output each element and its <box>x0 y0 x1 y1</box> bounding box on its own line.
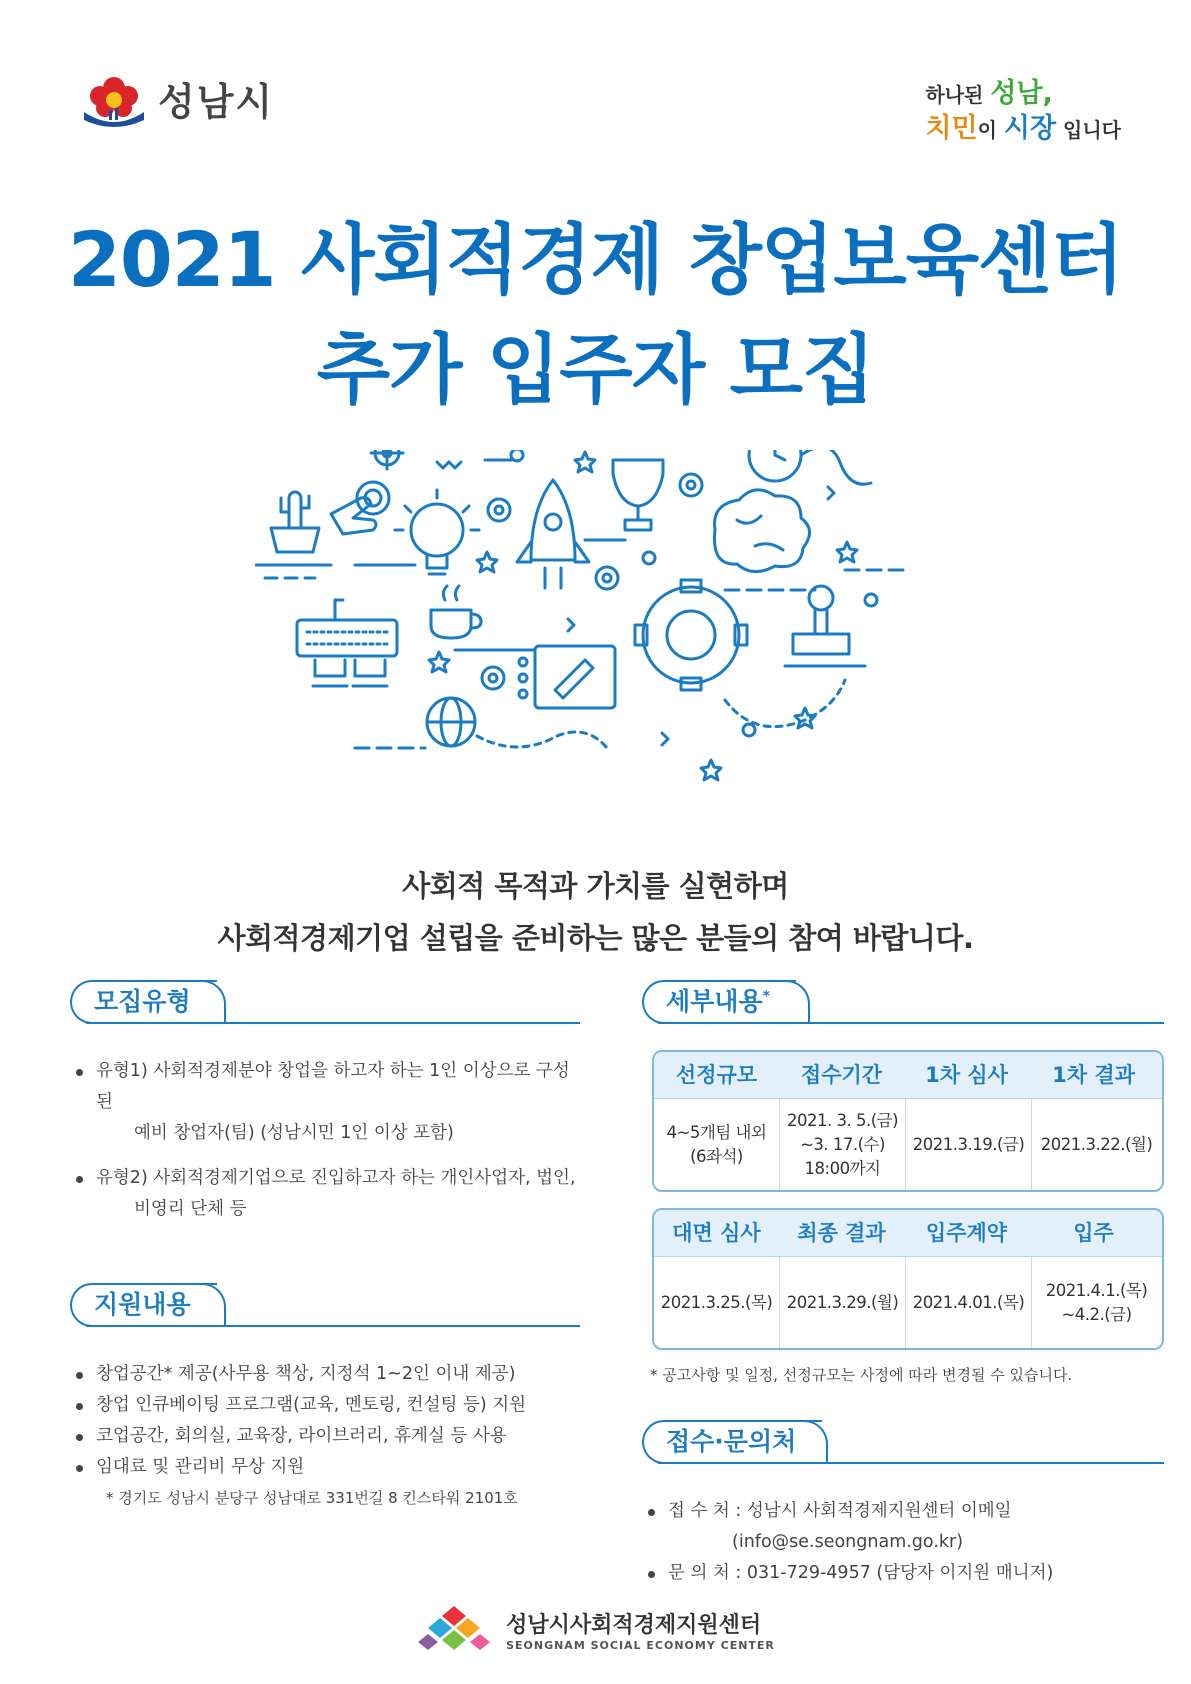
contact-header <box>642 1420 1164 1466</box>
list-item: 유형1) 사회적경제분야 창업을 하고자 하는 1인 이상으로 구성된 예비 창업자(팀) (성남시민 1인 이상 포함) <box>70 1056 580 1149</box>
keyboard-icon <box>297 600 397 686</box>
gear-icon <box>635 580 747 690</box>
heading-underline <box>86 1325 580 1327</box>
details-note: * 공고사항 및 일정, 선정규모는 사정에 따라 변경될 수 있습니다. <box>650 1366 1073 1384</box>
details-heading: 세부내용* <box>642 980 796 1024</box>
list-item: 창업 인큐베이팅 프로그램(교육, 멘토링, 컨설팅 등) 지원 <box>70 1390 580 1421</box>
rocket-icon <box>517 480 589 588</box>
cactus-icon <box>255 492 331 578</box>
list-item: 코업공간, 회의실, 교육장, 라이브러리, 휴게실 등 사용 <box>70 1421 580 1452</box>
heading-underline <box>658 1022 1164 1024</box>
recruit-type-header <box>70 980 580 1026</box>
contact-section <box>642 1420 1164 1589</box>
table-header-cell: 접수기간 <box>800 1063 883 1087</box>
schedule-table-2 <box>652 1208 1164 1350</box>
table-header-cell: 입주계약 <box>925 1221 1008 1245</box>
city-emblem-icon <box>80 68 148 128</box>
tablet-icon <box>519 646 615 708</box>
center-name-ko: 성남시사회적경제지원센터 <box>506 1613 762 1638</box>
city-name: 성남시 <box>158 79 275 124</box>
table-cell: 2021.3.22.(월) <box>1031 1099 1161 1191</box>
coffee-icon <box>431 586 535 650</box>
table-header-cell: 대면 심사 <box>672 1221 761 1245</box>
support-heading: 지원내용 <box>70 1283 217 1327</box>
table-cell: 2021.3.25.(목) <box>660 1293 773 1312</box>
heading-underline <box>86 1022 580 1024</box>
list-item: 접 수 처 : 성남시 사회적경제지원센터 이메일 (info@se.seongnam.go.kr) <box>642 1496 1164 1558</box>
stamp-icon <box>785 586 865 666</box>
heading-arc <box>198 980 226 1024</box>
details-section <box>642 980 1164 1026</box>
recruit-type-heading: 모집유형 <box>70 980 217 1024</box>
table-cell: 2021. 3. 5.(금) ~3. 17.(수) 18:00까지 <box>779 1099 905 1191</box>
support-note: * 경기도 성남시 분당구 성남대로 331번길 8 킨스타워 2101호 <box>106 1489 518 1507</box>
clock-icon <box>749 450 871 484</box>
tagline <box>0 860 1191 964</box>
center-logo-icon <box>416 1600 492 1660</box>
contact-heading: 접수·문의처 <box>642 1420 822 1464</box>
hand-pointer-icon <box>331 482 389 534</box>
heading-underline <box>658 1462 1164 1464</box>
list-item: 문 의 처 : 031-729-4957 (담당자 이지원 매니저) <box>642 1558 1164 1589</box>
table-header-row <box>654 1210 1162 1257</box>
slogan-highlight: 성남, <box>990 78 1053 109</box>
slogan-mayor: 시장 <box>1003 113 1057 145</box>
list-item: 창업공간* 제공(사무용 책상, 지정석 1~2인 이내 제공) <box>70 1359 580 1390</box>
startup-illustration <box>255 450 955 840</box>
brain-icon <box>714 490 815 590</box>
table-row <box>654 1257 1162 1349</box>
table-header-row <box>654 1052 1162 1099</box>
title-line-2: 추가 입주자 모집 <box>316 325 875 414</box>
heading-arc <box>800 1420 828 1464</box>
table-cell: 2021.4.01.(목) <box>905 1257 1031 1349</box>
trophy-icon <box>585 450 685 540</box>
list-item: 임대료 및 관리비 무상 지원 <box>70 1452 580 1483</box>
table-row <box>654 1099 1162 1191</box>
list-item: 유형2) 사회적경제기업으로 진입하고자 하는 개인사업자, 법인, 비영리 단체 등 <box>70 1163 580 1225</box>
table-cell: 2021.3.19.(금) <box>905 1099 1031 1191</box>
table-cell: 2021.3.29.(월) <box>779 1257 905 1349</box>
heading-arc <box>198 1283 226 1327</box>
city-logo <box>80 68 274 128</box>
table-header-cell: 1차 결과 <box>1052 1063 1135 1087</box>
footer <box>0 1600 1191 1660</box>
slogan-citizen: 치민 <box>925 113 978 145</box>
details-header <box>642 980 1164 1026</box>
schedule-table-1 <box>652 1050 1164 1192</box>
globe-icon <box>355 680 845 748</box>
recruit-type-section <box>70 980 580 1225</box>
table-header-cell: 1차 심사 <box>925 1063 1008 1087</box>
heading-arc <box>782 980 810 1024</box>
table-cell: 2021.4.1.(목) ~4.2.(금) <box>1031 1257 1161 1349</box>
page-title <box>0 205 1191 425</box>
support-header <box>70 1283 580 1329</box>
slogan-prefix: 하나된 <box>925 83 991 107</box>
city-slogan <box>925 76 1121 146</box>
table-cell: 4~5개팀 내외 (6좌석) <box>666 1123 767 1166</box>
slogan-particle: 이 <box>977 118 1004 143</box>
center-name-en: SEONGNAM SOCIAL ECONOMY CENTER <box>506 1639 775 1652</box>
title-line-1: 2021 사회적경제 창업보육센터 <box>67 215 1124 304</box>
slogan-end: 입니다 <box>1056 118 1121 143</box>
tagline-line-1: 사회적 목적과 가치를 실현하며 <box>402 869 789 903</box>
table-header-cell: 선정규모 <box>675 1063 758 1087</box>
support-section <box>70 1283 580 1508</box>
light-bulb-icon <box>355 490 479 574</box>
tagline-line-2: 사회적경제기업 설립을 준비하는 많은 분들의 참여 바랍니다. <box>217 921 974 955</box>
table-header-cell: 최종 결과 <box>797 1221 886 1245</box>
table-header-cell: 입주 <box>1073 1221 1114 1245</box>
